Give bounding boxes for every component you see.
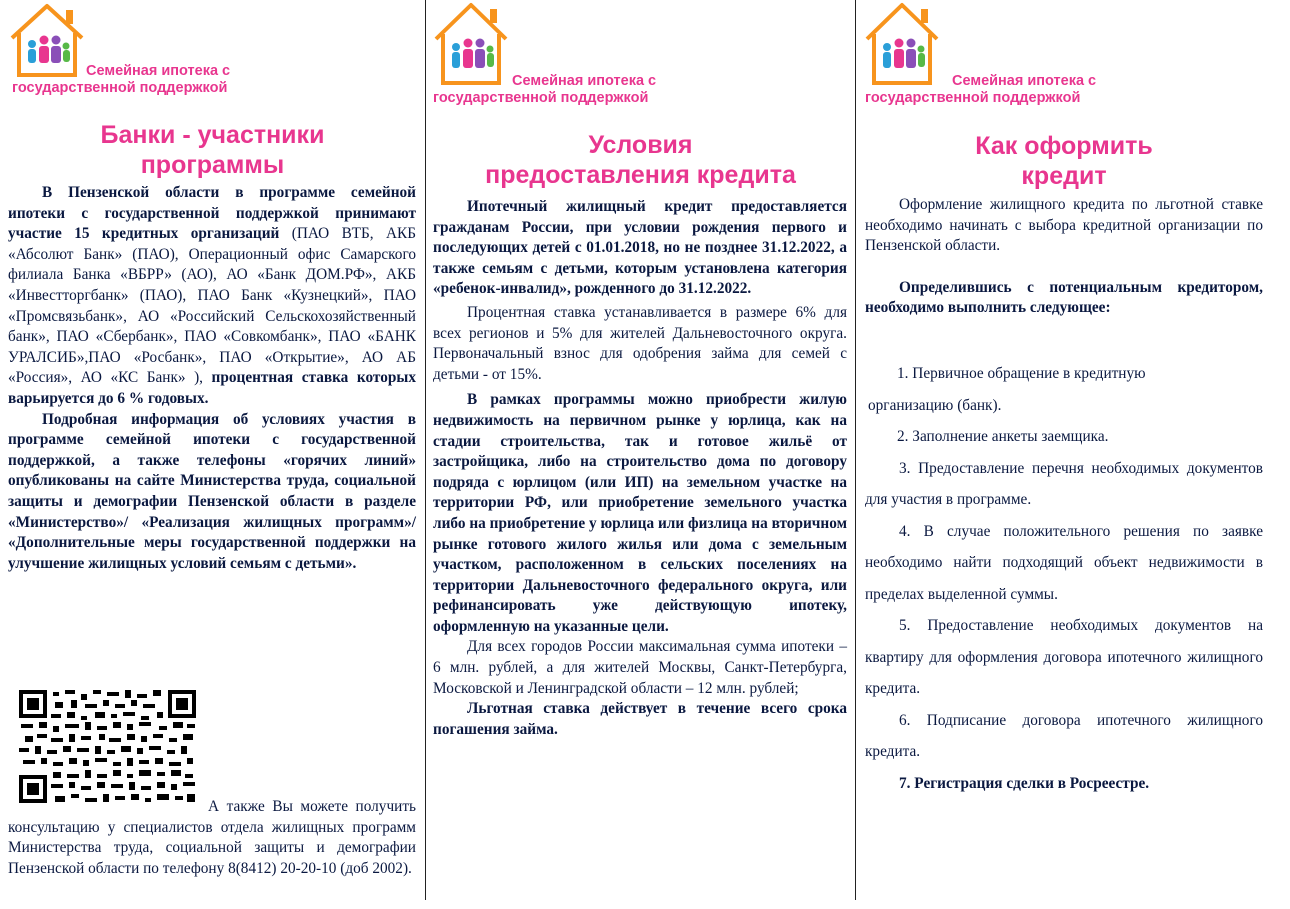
list-item: организацию (банк). — [868, 396, 1002, 414]
intro-text: Оформление жилищного кредита по льготной ставке необходимо начинать с выбора кредитной организации по Пензенской области. Определившись с потенциальным кредитором, необходимо выполнить следующее: — [865, 195, 1263, 319]
banks-paragraph: В Пензенской области в программе семейной ипотеки с государственной поддержкой принимают участие 15 кредитных организаций (ПАО ВТБ, АКБ «Абсолют Банк» (ПАО), Операционный офис Самарского филиала Банка «ВБРР» (АО), АО «Банк ДОМ.РФ», АКБ «Инвестторгбанк» (ПАО), ПАО Банк «Кузнецкий», ПАО «Промсвязьбанк», АО «Российский Сельскохозяйственный банк», ПАО «Сбербанк», ПАО «Совкомбанк», ПАО «БАНК УРАЛСИБ»,ПАО «Росбанк», ПАО «Открытие», АО АБ «Россия», АО «КС Банк» ), процентная ставка которых варьируется до 6 % годовых. — [8, 184, 416, 407]
page-title: Банки - участники программы — [100, 121, 325, 179]
brand-label: Семейная ипотека с государственной поддержкой — [12, 63, 231, 96]
steps-list — [865, 358, 1263, 799]
property-paragraph: В рамках программы можно приобрести жилую недвижимость на первичном рынке у юрлица, как на стадии строительства, так и готовое жильё от застройщика, либо на строительство дома по договору подряда с юрлицом (или ИП) на земельном участке на территории РФ, или приобретение земельного участка либо на приобретение у юрлица или физлица на вторичном рынке готового жилого жилья или дома с земельным участком, расположенном в сельских поселениях на территории Дальневосточного федерального округа, или рефинансировать уже действующую ипотеку, оформленную на указанные цели. — [433, 391, 847, 635]
list-item: 5. Предоставление необходимых документов на квартиру для оформления договора ипотечного жилищного кредита. — [865, 617, 1263, 697]
panel-banks — [0, 0, 425, 909]
banks-text — [8, 183, 416, 574]
list-item: 3. Предоставление перечня необходимых документов для участия в программе. — [865, 459, 1263, 508]
limit-paragraph: Для всех городов России максимальная сумма ипотеки – 6 млн. рублей, а для жителей Москвы, Санкт-Петербурга, Московской и Ленинградской области – 12 млн. рублей; — [433, 638, 847, 697]
brand-label: Семейная ипотека с государственной поддержкой — [865, 73, 1097, 106]
page-title: Как оформить кредит — [975, 132, 1153, 190]
brand-label: Семейная ипотека с государственной поддержкой — [433, 73, 657, 106]
page-title: Условия предоставления кредита — [485, 131, 796, 189]
consultation-text: А также Вы можете получить консультацию у специалистов отдела жилищных программ Министерства труда, социальной защиты и демографии Пензенской области по телефону 8(8412) 20-20-10 (доб 2002). — [8, 798, 416, 877]
panel-conditions — [425, 0, 856, 909]
lead-paragraph: Определившись с потенциальным кредитором, необходимо выполнить следующее: — [865, 278, 1263, 317]
qr-code[interactable] — [19, 690, 196, 803]
list-item: 4. В случае положительного решения по заявке необходимо найти подходящий объект недвижимости в пределах выделенной суммы. — [865, 522, 1263, 603]
rate-paragraph: Процентная ставка устанавливается в размере 6% для всех регионов и 5% для жителей Дальневосточного округа. Первоначальный взнос для одобрения займа для семей с детьми - от 15%. — [433, 303, 847, 383]
list-item: 7. Регистрация сделки в Росреестре. — [899, 774, 1150, 792]
term-paragraph: Льготная ставка действует в течение всего срока погашения займа. — [433, 700, 847, 738]
conditions-text — [433, 197, 847, 740]
list-item: 1. Первичное обращение в кредитную — [897, 365, 1146, 382]
panel-how-to-apply — [856, 0, 1290, 909]
info-paragraph: Подробная информация об условиях участия в программе семейной ипотеки с государственной поддержкой, а также телефоны «горячих линий» опубликованы на сайте Министерства труда, социальной защиты и демографии Пензенской области в разделе «Министерство»/ «Реализация жилищных программ»/ «Дополнительные меры государственной поддержки на улучшение жилищных условий семьям с детьми». — [8, 410, 416, 572]
eligibility-paragraph: Ипотечный жилищный кредит предоставляется гражданам России, при условии рождения первого и последующих детей с 01.01.2018, но не позднее 31.12.2022, а также семьям с детьми, которым установлена категория «ребенок-инвалид», рожденного до 31.12.2022. — [433, 198, 847, 298]
list-item: 2. Заполнение анкеты заемщика. — [897, 428, 1109, 445]
list-item: 6. Подписание договора ипотечного жилищного кредита. — [865, 711, 1263, 760]
